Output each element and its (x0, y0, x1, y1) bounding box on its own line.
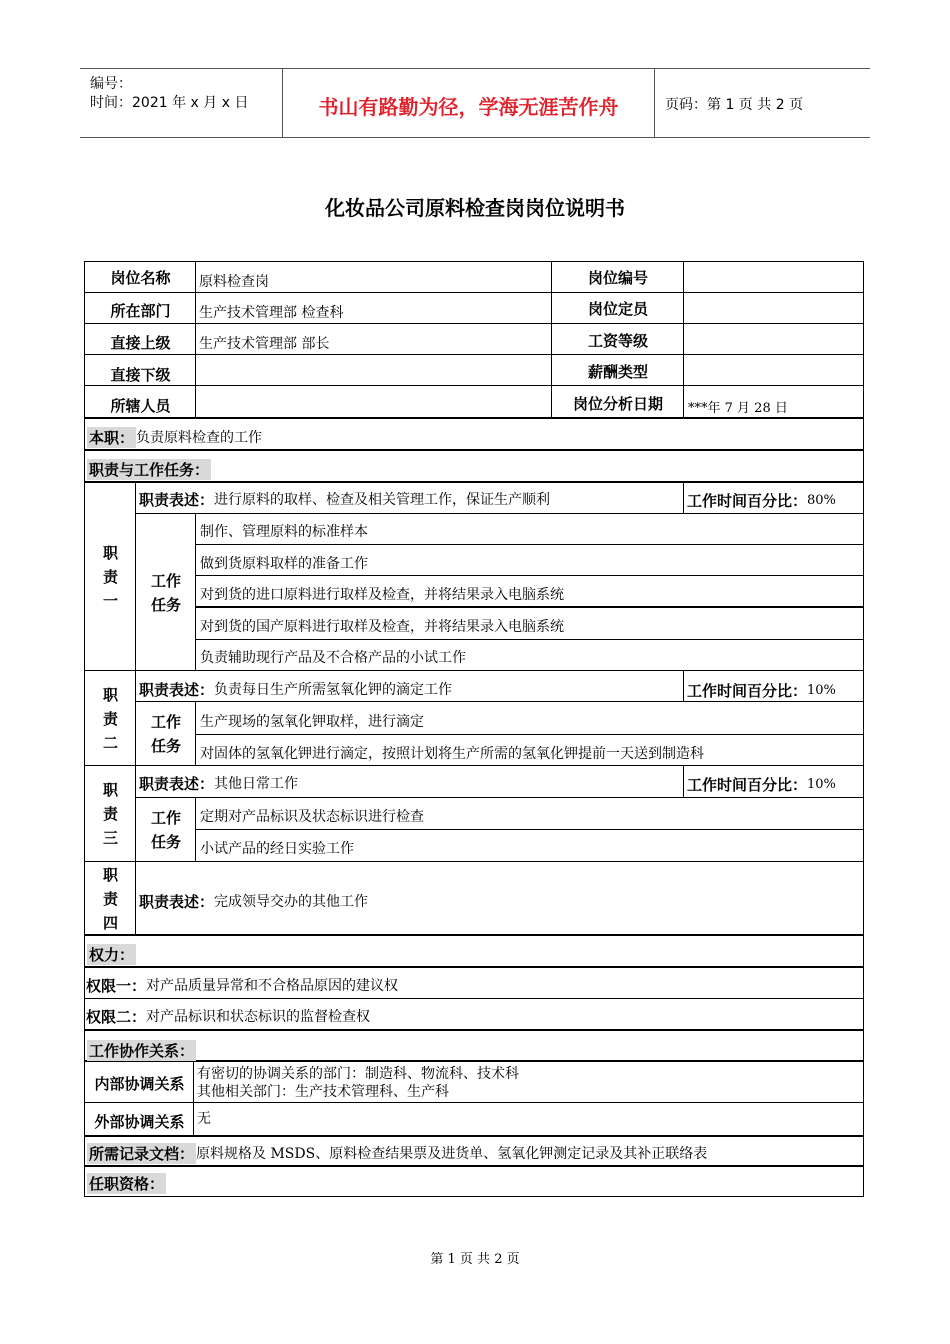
duty-2-label: 职 责 二 (102, 685, 118, 752)
dept-value: 生产技术管理部 检查科 (199, 304, 344, 321)
power-header (87, 939, 136, 969)
subordinate-label: 直接下级 (110, 366, 171, 384)
qualification-row (84, 1166, 864, 1197)
power-header-label: 权力： (89, 945, 135, 964)
mission (87, 422, 262, 452)
cell-border (683, 292, 864, 324)
duty-1-task: 负责辅助现行产品及不合格产品的小试工作 (200, 649, 466, 666)
duty-3-task-label: 工作 任务 (150, 809, 181, 851)
cell-border (195, 354, 552, 386)
pay-label: 薪酬类型 (587, 363, 648, 381)
cell-border (683, 323, 864, 355)
duty-1-task: 对到货的进口原料进行取样及检查，并将结果录入电脑系统 (200, 586, 564, 603)
qualification-label: 任职资格： (89, 1175, 165, 1193)
duty-4-desc: 职责表述： 完成领导交办的其他工作 (139, 892, 369, 911)
number-label: 编号： (90, 76, 132, 92)
duty-1-task: 对到货的国产原料进行取样及检查，并将结果录入电脑系统 (200, 618, 564, 635)
cell-border (683, 261, 864, 293)
document-title: 化妆品公司原料检查岗岗位说明书 (325, 196, 625, 220)
cell-border (195, 385, 552, 419)
post-name-value: 原料检查岗 (199, 273, 269, 290)
records (87, 1138, 707, 1168)
staff-label: 所辖人员 (110, 397, 171, 415)
records-text: 原料规格及 MSDS、原料检查结果票及进货单、氢氧化钾测定记录及其补正联络表 (196, 1146, 708, 1162)
wage-label: 工资等级 (587, 332, 648, 350)
post-name-label: 岗位名称 (110, 269, 171, 287)
relations-header-row (84, 1030, 864, 1062)
duty-3-percent: 工作时间百分比： 10% (687, 775, 836, 794)
date-value: ***年 7 月 28 日 (688, 401, 788, 416)
duty-1-task-label: 工作 任务 (150, 571, 181, 614)
page-footer: 第 1 页 共 2 页 (430, 1252, 520, 1267)
page-info: 页码：第 1 页 共 2 页 (665, 97, 804, 113)
internal-line: 其他相关部门：生产技术管理科、生产科 (197, 1084, 449, 1100)
superior-label: 直接上级 (110, 334, 171, 352)
duty-1-task: 做到货原料取样的准备工作 (200, 555, 368, 572)
mission-label: 本职： (89, 428, 135, 447)
records-label: 所需记录文档： (89, 1144, 195, 1163)
job-description-form (85, 262, 865, 1197)
time-label: 时间：2021 年 x 月 x 日 (90, 95, 249, 111)
qualification (87, 1169, 166, 1198)
duty-2-desc: 职责表述： 负责每日生产所需氢氧化钾的滴定工作 (139, 680, 453, 699)
duty-1-task: 制作、管理原料的标准样本 (200, 523, 368, 540)
superior-value: 生产技术管理部 部长 (199, 335, 330, 352)
external-value-cell (193, 1102, 864, 1137)
power-header-row (84, 935, 864, 968)
power-1: 权限一： 对产品质量异常和不合格品原因的建议权 (86, 976, 399, 995)
relations-header-label: 工作协作关系： (89, 1041, 195, 1060)
internal-label: 内部协调关系 (94, 1075, 185, 1093)
header-meta (80, 69, 283, 137)
header-page-cell (655, 69, 870, 137)
duty-1-percent: 工作时间百分比： 80% (687, 491, 836, 510)
cell-border (683, 354, 864, 386)
power-2: 权限二： 对产品标识和状态标识的监督检查权 (86, 1007, 371, 1026)
duty-3-desc: 职责表述： 其他日常工作 (139, 774, 299, 793)
duty-3-label: 职 责 三 (102, 781, 118, 847)
post-no-label: 岗位编号 (587, 269, 648, 287)
duties-header-label: 职责与工作任务： (89, 460, 210, 479)
duty-1-desc: 职责表述： 进行原料的取样、检查及相关管理工作，保证生产顺利 (139, 490, 551, 509)
page-header (80, 68, 870, 138)
header-motto-cell (283, 69, 655, 137)
duty-2-task: 对固体的氢氧化钾进行滴定，按照计划将生产所需的氢氧化钾提前一天送到制造科 (200, 745, 704, 762)
date-label: 岗位分析日期 (572, 395, 663, 413)
mission-text: 负责原料检查的工作 (136, 430, 263, 446)
duty-4-label: 职 责 四 (102, 865, 118, 932)
external-label: 外部协调关系 (94, 1112, 185, 1131)
duties-header (87, 454, 211, 484)
duty-2-task-label: 工作 任务 (150, 713, 181, 755)
external-value: 无 (197, 1111, 211, 1127)
duty-2-task: 生产现场的氢氧化钾取样，进行滴定 (200, 713, 424, 730)
internal-line: 有密切的协调关系的部门：制造科、物流科、技术科 (197, 1066, 519, 1082)
internal-value (197, 1063, 519, 1103)
dept-label: 所在部门 (110, 302, 171, 320)
motto: 书山有路勤为径，学海无涯苦作舟 (318, 95, 619, 119)
duty-3-task: 小试产品的经日实验工作 (200, 840, 354, 857)
duty-3-task: 定期对产品标识及状态标识进行检查 (200, 808, 424, 825)
duty-1-label: 职 责 一 (102, 544, 118, 610)
quota-label: 岗位定员 (587, 300, 648, 318)
duty-2-percent: 工作时间百分比： 10% (687, 681, 836, 700)
